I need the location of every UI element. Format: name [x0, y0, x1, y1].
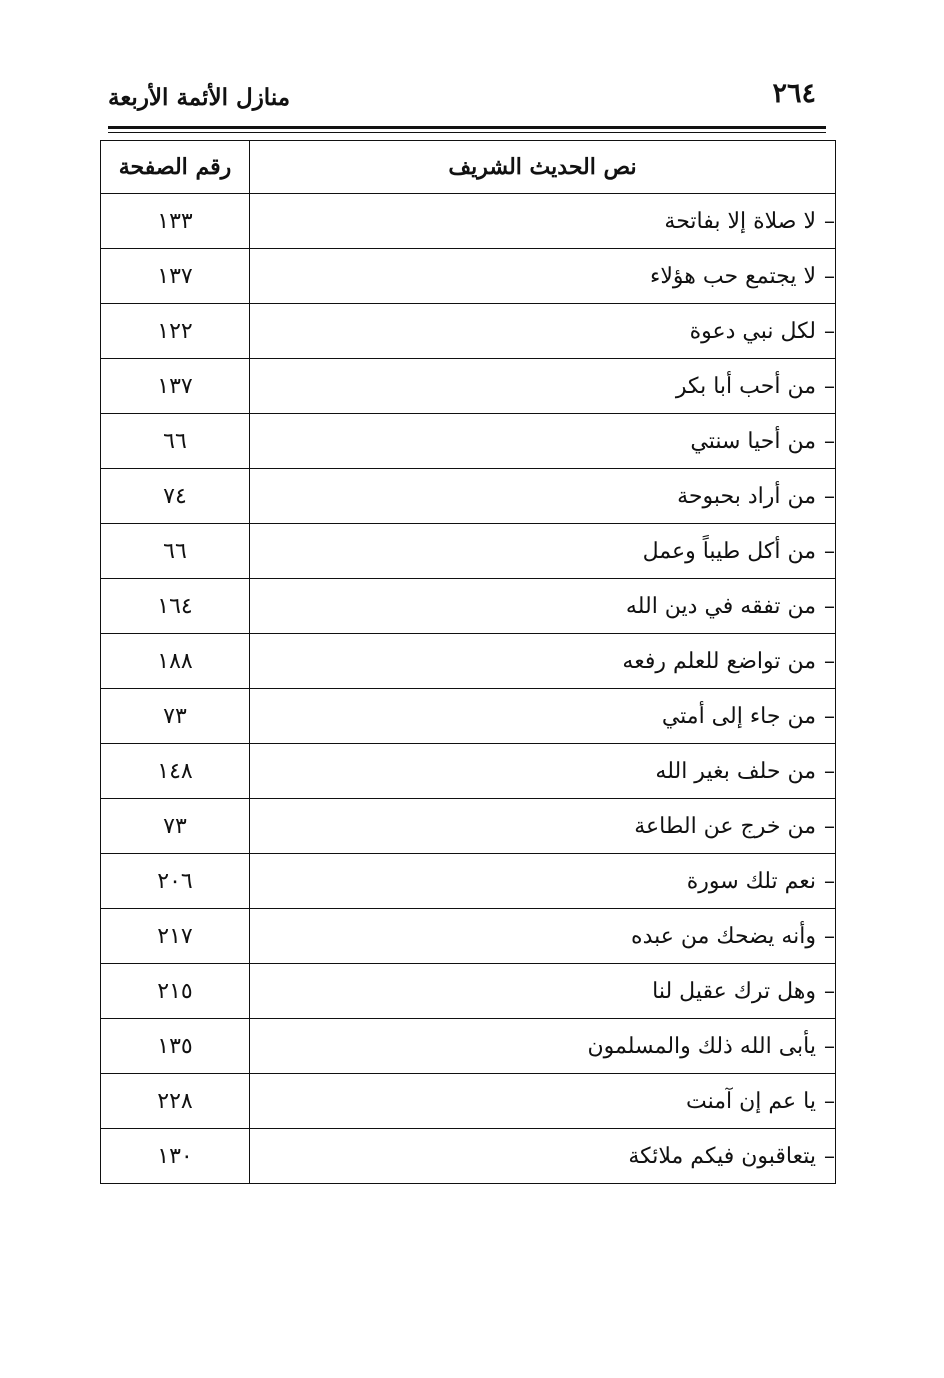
hadith-text-cell [250, 799, 836, 854]
page-number: ٢٦٤ [772, 78, 816, 109]
hadith-text: يتعاقبون فيكم ملائكة [628, 1143, 816, 1169]
hadith-text: من أحب أبا بكر [675, 373, 816, 399]
header-rule-thin [108, 132, 826, 133]
table-row [101, 1129, 836, 1184]
hadith-text-cell [250, 964, 836, 1019]
table-row [101, 1019, 836, 1074]
hadith-text-cell [250, 689, 836, 744]
table-row [101, 414, 836, 469]
hadith-text: من حلف بغير الله [655, 758, 816, 784]
hadith-index-table [100, 140, 836, 1184]
page-number-cell: ١٣٣ [101, 194, 250, 249]
table-row [101, 579, 836, 634]
dash-marker: – [824, 703, 835, 729]
dash-marker: – [824, 428, 835, 454]
dash-marker: – [824, 208, 835, 234]
page-number-cell: ١٦٤ [101, 579, 250, 634]
page-number-cell: ٢٠٦ [101, 854, 250, 909]
page-number-cell: ١٢٢ [101, 304, 250, 359]
dash-marker: – [824, 813, 835, 839]
dash-marker: – [824, 263, 835, 289]
table-row [101, 964, 836, 1019]
table-header-row [101, 141, 836, 194]
hadith-text-cell [250, 1129, 836, 1184]
header-rule-thick [108, 126, 826, 129]
table-row [101, 469, 836, 524]
page-number-cell: ٧٣ [101, 799, 250, 854]
hadith-text-cell [250, 249, 836, 304]
hadith-text: وهل ترك عقيل لنا [652, 978, 816, 1004]
hadith-text-cell [250, 1019, 836, 1074]
table-row [101, 854, 836, 909]
page-number-cell: ١٤٨ [101, 744, 250, 799]
hadith-text: من خرج عن الطاعة [634, 813, 816, 839]
page-header [108, 78, 826, 122]
hadith-text-cell [250, 579, 836, 634]
dash-marker: – [824, 318, 835, 344]
hadith-text: نعم تلك سورة [686, 868, 816, 894]
header-page-number: رقم الصفحة [101, 141, 250, 194]
dash-marker: – [824, 868, 835, 894]
dash-marker: – [824, 373, 835, 399]
page-number-cell: ١٣٠ [101, 1129, 250, 1184]
page-number-cell: ١٣٥ [101, 1019, 250, 1074]
hadith-text-cell [250, 1074, 836, 1129]
page-number-cell: ٧٤ [101, 469, 250, 524]
page-number-cell: ٦٦ [101, 414, 250, 469]
hadith-text: لكل نبي دعوة [689, 318, 816, 344]
hadith-text: لا صلاة إلا بفاتحة [664, 208, 816, 234]
dash-marker: – [824, 593, 835, 619]
dash-marker: – [824, 1033, 835, 1059]
dash-marker: – [824, 483, 835, 509]
table-row [101, 744, 836, 799]
table-row [101, 909, 836, 964]
dash-marker: – [824, 538, 835, 564]
hadith-text-cell [250, 194, 836, 249]
hadith-text-cell [250, 634, 836, 689]
hadith-text: لا يجتمع حب هؤلاء [650, 263, 816, 289]
page-number-cell: ٢٢٨ [101, 1074, 250, 1129]
dash-marker: – [824, 648, 835, 674]
table-row [101, 1074, 836, 1129]
page-number-cell: ٧٣ [101, 689, 250, 744]
table-row [101, 249, 836, 304]
hadith-text: يأبى الله ذلك والمسلمون [587, 1033, 816, 1059]
table-row [101, 634, 836, 689]
dash-marker: – [824, 978, 835, 1004]
dash-marker: – [824, 923, 835, 949]
hadith-text: من أكل طيباً وعمل [642, 538, 816, 564]
header-hadith-text: نص الحديث الشريف [250, 141, 836, 194]
page-number-cell: ١٨٨ [101, 634, 250, 689]
table-row [101, 359, 836, 414]
book-title: منازل الأئمة الأربعة [108, 84, 291, 111]
table-row [101, 799, 836, 854]
hadith-text: من أراد بحبوحة [677, 483, 816, 509]
table-row [101, 524, 836, 579]
page-number-cell: ٢١٧ [101, 909, 250, 964]
hadith-text: من جاء إلى أمتي [661, 703, 816, 729]
hadith-text-cell [250, 304, 836, 359]
dash-marker: – [824, 1088, 835, 1114]
hadith-text-cell [250, 414, 836, 469]
page-number-cell: ١٣٧ [101, 359, 250, 414]
hadith-text: يا عم إن آمنت [686, 1088, 816, 1114]
hadith-text-cell [250, 524, 836, 579]
page-number-cell: ٢١٥ [101, 964, 250, 1019]
hadith-text-cell [250, 744, 836, 799]
hadith-text-cell [250, 909, 836, 964]
hadith-text-cell [250, 854, 836, 909]
table-body [101, 194, 836, 1184]
hadith-text: من تفقه في دين الله [625, 593, 816, 619]
hadith-text: من أحيا سنتي [690, 428, 816, 454]
page-number-cell: ١٣٧ [101, 249, 250, 304]
page-number-cell: ٦٦ [101, 524, 250, 579]
dash-marker: – [824, 1143, 835, 1169]
hadith-text: من تواضع للعلم رفعه [622, 648, 816, 674]
table-row [101, 304, 836, 359]
hadith-text-cell [250, 469, 836, 524]
hadith-text: وأنه يضحك من عبده [631, 923, 816, 949]
table-row [101, 689, 836, 744]
table-row [101, 194, 836, 249]
dash-marker: – [824, 758, 835, 784]
hadith-text-cell [250, 359, 836, 414]
